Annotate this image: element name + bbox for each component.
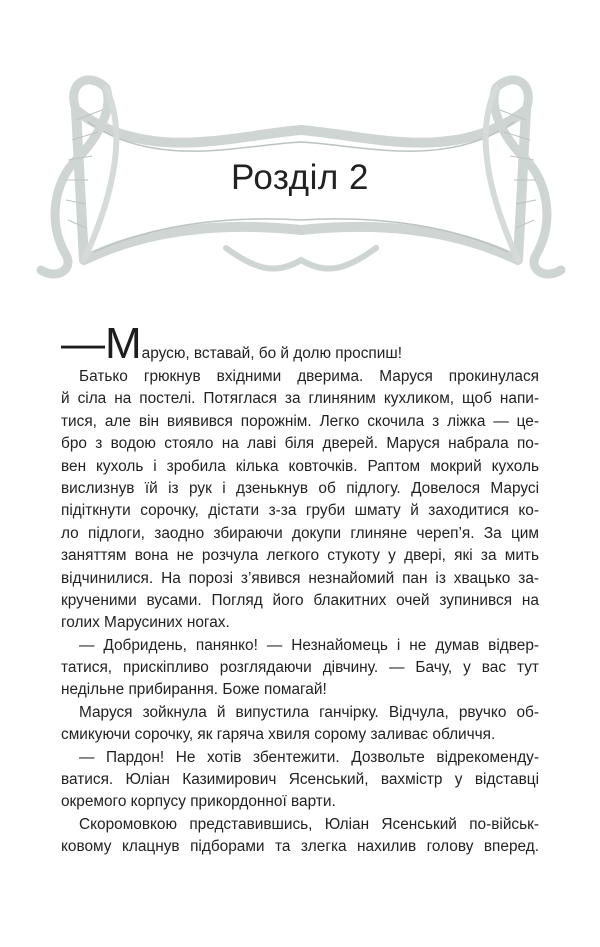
chapter-title: Розділ 2 <box>231 158 369 197</box>
text-line: крученими вусами. Погляд його блакитних очей зупинився на <box>61 591 539 609</box>
text-line: окремого корпусу прикордонної варти. <box>61 793 336 811</box>
text-line: татися, прискіпливо розглядаючи дівчину. — Бачу, у вас тут <box>61 659 539 677</box>
text-line: голих Марусиних ногах. <box>61 614 230 632</box>
text-line: й сіла на постелі. Потяглася за глиняним кухликом, щоб напи- <box>61 390 539 408</box>
paragraph-lines <box>61 366 539 859</box>
text-line: ковому клацнув підборами та злегка нахилив голову вперед. <box>61 838 539 856</box>
text-line: смикуючи сорочку, як гаряча хвиля сорому заливає обличчя. <box>61 726 496 744</box>
chapter-text <box>61 319 539 859</box>
text-line: бро з водою стояло на лаві біля дверей. Маруся набрала по- <box>61 435 539 453</box>
text-line: Батько грюкнув вхідними дверима. Маруся прокинулася <box>79 368 539 385</box>
text-line: відчинилися. На порозі з’явився незнайомий пан із хвацько за- <box>61 569 539 587</box>
text-line: недільне прибирання. Боже помагай! <box>61 681 327 699</box>
opening-line <box>61 319 539 368</box>
text-line: ло підлоги, заодно збираючи докупи глиняне череп’я. За цим <box>61 524 539 542</box>
opening-dash: — <box>61 319 105 368</box>
text-line: Скоромовкою представившись, Юліан Ясенський по-військ- <box>79 815 539 833</box>
text-line: підіткнути сорочку, дістати з-за груби шмату й заходитися ко- <box>61 502 539 520</box>
text-line: заняттям вона не розчула легкого стукоту у двері, які за мить <box>61 547 539 565</box>
text-line: Маруся зойкнула й випустила ганчірку. Відчула, рвучко об- <box>79 703 539 721</box>
ornament-bottom-swirl <box>226 248 376 269</box>
drop-cap-letter: М <box>105 319 142 368</box>
text-line: — Пардон! Не хотів збентежити. Дозвольте відрекоменду- <box>79 748 539 766</box>
text-line: тися, але він виявився порожнім. Легко скочила з ліжка — це- <box>61 412 539 430</box>
text-line: — Добридень, панянко! — Незнайомець і не думав відвер- <box>79 636 539 654</box>
text-line: вен кухоль і зробила кілька ковточків. Раптом мокрий кухоль <box>61 457 539 475</box>
text-line: ватися. Юліан Казимирович Ясенський, вахмістр у відставці <box>61 771 539 789</box>
opening-line-text: арусю, вставай, бо й долю проспиш! <box>141 345 402 362</box>
text-line: вислизнув їй із рук і дзенькнув об підлогу. Довелося Марусі <box>61 479 539 497</box>
